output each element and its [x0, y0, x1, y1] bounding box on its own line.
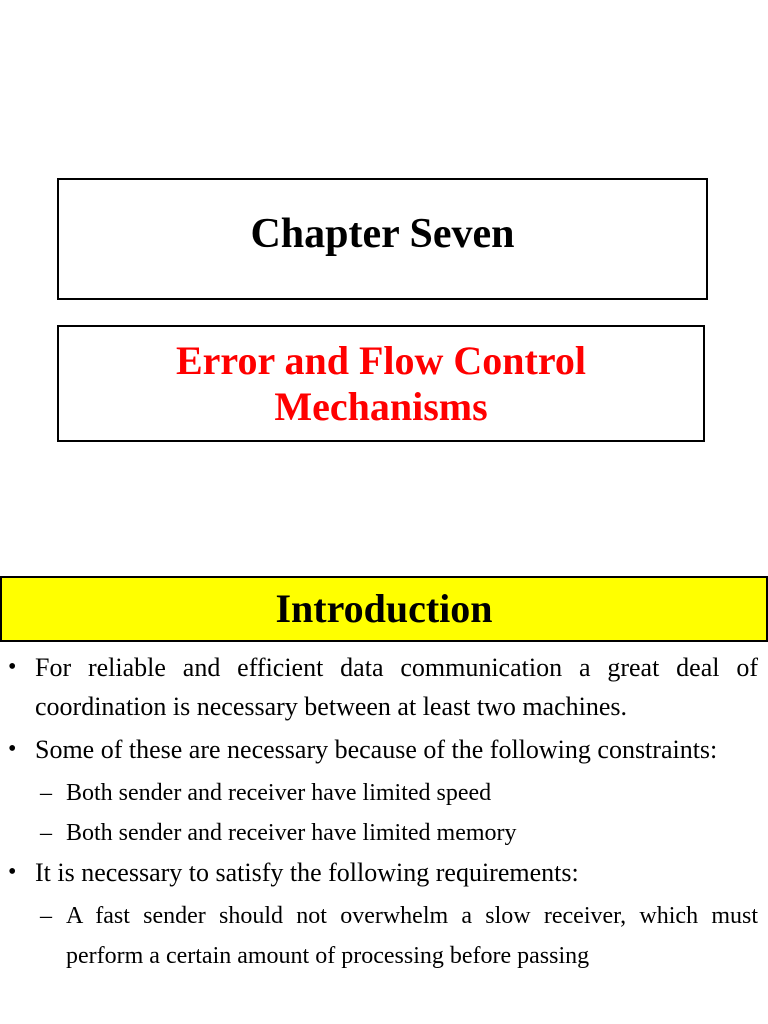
- chapter-title: Chapter Seven: [250, 211, 515, 257]
- sub-bullet-marker: –: [40, 903, 52, 929]
- sub-bullet-marker: –: [40, 820, 52, 846]
- sub-bullet-item: [0, 813, 768, 853]
- introduction-banner: [0, 576, 768, 642]
- bullet-marker: •: [8, 736, 17, 762]
- bullet-text: For reliable and efficient data communication a great deal of coordination is necessary between at least two machines.: [35, 653, 758, 721]
- sub-bullet-marker: –: [40, 780, 52, 806]
- sub-bullet-item: [0, 773, 768, 813]
- sub-bullet-text: Both sender and receiver have limited memory: [66, 820, 517, 846]
- introduction-slide: [0, 512, 768, 1024]
- bullet-text: Some of these are necessary because of the following constraints:: [35, 735, 718, 764]
- introduction-heading: Introduction: [275, 586, 493, 631]
- chapter-title-box: [57, 178, 708, 300]
- bullet-marker: •: [8, 654, 17, 680]
- bullet-item: [0, 648, 768, 726]
- sub-bullet-text: A fast sender should not overwhelm a slow receiver, which must perform a certain amount of processing before passing: [66, 903, 758, 969]
- bullet-list: [0, 648, 768, 976]
- bullet-item: [0, 853, 768, 892]
- slide-subtitle: Error and Flow Control Mechanisms: [175, 337, 587, 429]
- subtitle-box: [57, 325, 705, 442]
- bullet-text: It is necessary to satisfy the following requirements:: [35, 858, 579, 887]
- bullet-marker: •: [8, 859, 17, 885]
- sub-bullet-text: Both sender and receiver have limited speed: [66, 780, 492, 806]
- bullet-item: [0, 730, 768, 769]
- sub-bullet-item: [0, 896, 768, 976]
